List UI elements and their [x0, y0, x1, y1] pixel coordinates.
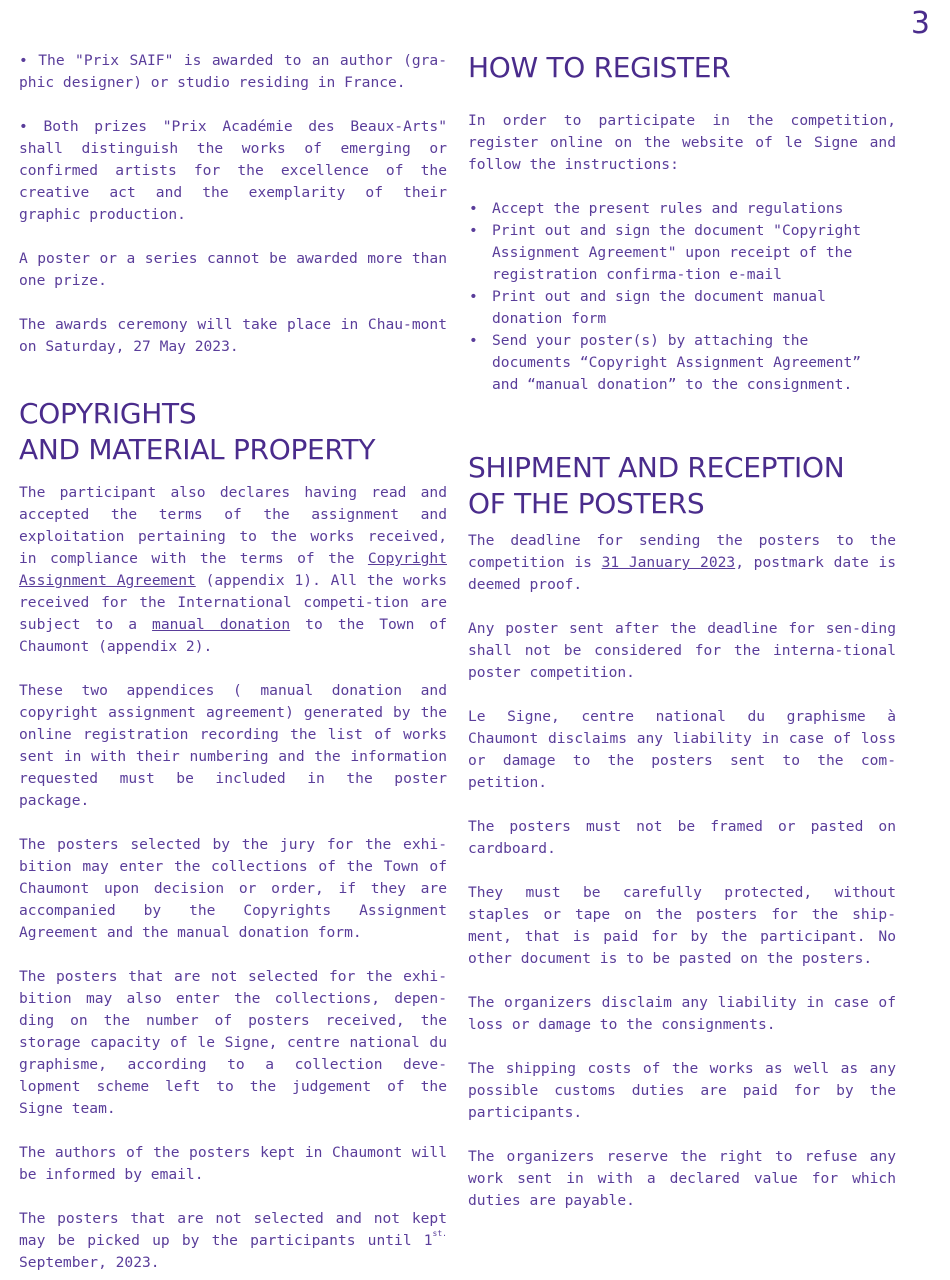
participant-declaration-text-3: to the Town of Chaumont (appendix 2). [19, 616, 448, 655]
deadline-paragraph [468, 530, 896, 596]
register-intro-paragraph: In order to participate in the competition, register online on the website of le Signe and follow the instructions: [468, 112, 896, 173]
participant-declaration-paragraph [19, 482, 447, 658]
copyrights-heading-line2: AND MATERIAL PROPERTY [19, 433, 376, 466]
deadline-text: The deadline for sending the posters to the competition is [468, 532, 896, 571]
page-number: 3 [910, 6, 930, 41]
single-prize-paragraph: A poster or a series cannot be awarded more than one prize. [19, 250, 447, 289]
prize-academie-paragraph: • Both prizes "Prix Académie des Beaux-Arts" shall distinguish the works of emerging or confirmed artists for the excellence of the creative act and the exemplarity of their graphic production. [19, 118, 447, 223]
protection-paragraph: They must be carefully protected, without staples or tape on the posters for the ship-ment, that is paid for by the participant. No other document is to be pasted on the posters. [468, 884, 896, 967]
list-item: • Print out and sign the document "Copyright Assignment Agreement" upon receipt of the registration confirma-tion e-mail [468, 220, 896, 286]
pickup-sup: st. [432, 1229, 447, 1238]
right-column [468, 50, 896, 1212]
authors-informed-paragraph: The authors of the posters kept in Chaumont will be informed by email. [19, 1144, 447, 1183]
liability-paragraph: Le Signe, centre national du graphisme à Chaumont disclaims any liability in case of loss or damage to the posters sent to the com-petition. [468, 708, 896, 791]
late-poster-paragraph: Any poster sent after the deadline for sen-ding shall not be considered for the interna-tional poster competition. [468, 620, 896, 681]
list-item: • Print out and sign the document manual donation form [468, 286, 896, 330]
deadline-text-2: , postmark date is deemed proof. [468, 554, 897, 593]
shipment-heading [468, 450, 896, 522]
left-column [19, 50, 447, 1274]
organizers-liability-paragraph: The organizers disclaim any liability in case of loss or damage to the consignments. [468, 994, 896, 1033]
shipment-heading-line1: SHIPMENT AND RECEPTION [468, 451, 845, 484]
declared-value-paragraph: The organizers reserve the right to refuse any work sent in with a declared value for which duties are payable. [468, 1148, 896, 1209]
selected-posters-paragraph: The posters selected by the jury for the exhi-bition may enter the collections of the Town of Chaumont upon decision or order, if they are accompanied by the Copyrights Assignment Agreement and the manual donation form. [19, 836, 447, 941]
register-steps-list [468, 198, 896, 396]
manual-donation-link[interactable]: manual donation [152, 616, 291, 633]
list-item: • Accept the present rules and regulations [468, 198, 896, 220]
deadline-date: 31 January 2023 [601, 554, 736, 571]
copyright-agreement-link[interactable]: Copyright Assignment Agreement [19, 550, 447, 589]
appendices-paragraph: These two appendices ( manual donation and copyright assignment agreement) generated by the online registration recording the list of works sent in with their numbering and the information requested must be included in the poster package. [19, 682, 447, 809]
pickup-paragraph [19, 1208, 447, 1274]
copyrights-heading-line1: COPYRIGHTS [19, 397, 197, 430]
participant-declaration-text: The participant also declares having read and accepted the terms of the assignment and exploitation pertaining to the works received, in compliance with the terms of the [19, 484, 447, 567]
participant-declaration-text-2: (appendix 1). All the works received for the International competi-tion are subject to a [19, 572, 447, 633]
awards-ceremony-paragraph: The awards ceremony will take place in Chau-mont on Saturday, 27 May 2023. [19, 316, 447, 355]
copyrights-heading [19, 396, 447, 468]
framing-paragraph: The posters must not be framed or pasted on cardboard. [468, 818, 896, 857]
shipment-heading-line2: OF THE POSTERS [468, 487, 705, 520]
not-selected-posters-paragraph: The posters that are not selected for the exhi-bition may also enter the collections, depen-ding on the number of posters received, the storage capacity of le Signe, centre national du graphisme, according to a collection deve-lopment scheme left to the judgement of the Signe team. [19, 968, 447, 1117]
pickup-text: The posters that are not selected and not kept may be picked up by the participants until 1 [19, 1210, 447, 1249]
register-heading: HOW TO REGISTER [468, 51, 731, 84]
shipping-costs-paragraph: The shipping costs of the works as well as any possible customs duties are paid for by the participants. [468, 1060, 896, 1121]
prize-saif-paragraph: • The "Prix SAIF" is awarded to an author (gra-phic designer) or studio residing in France. [19, 52, 447, 91]
pickup-text-2: September, 2023. [19, 1254, 160, 1271]
list-item: • Send your poster(s) by attaching the documents “Copyright Assignment Agreement” and “manual donation” to the consignment. [468, 330, 896, 396]
